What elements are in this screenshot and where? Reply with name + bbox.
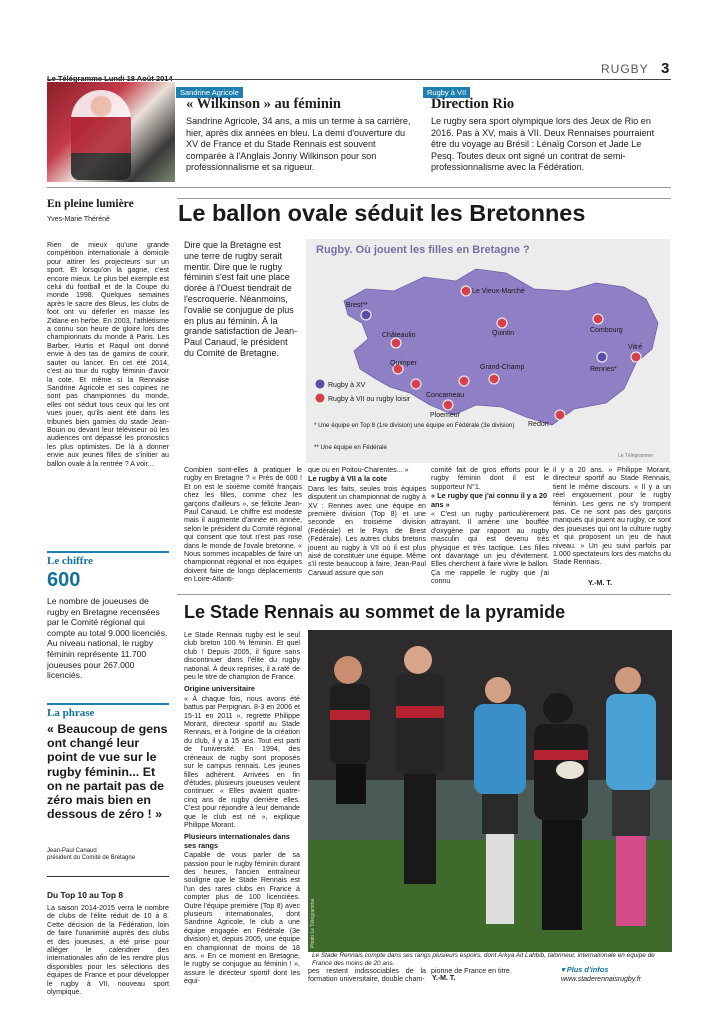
legend-vii: Rugby à VII ou rugby loisir: [328, 396, 411, 403]
stade-column-1: Le Stade Rennais rugby est le seul club breton 100 % féminin. Et quel club ! Depuis 2005, il figure sans discontinuer dans l'élite du rugby national. À deux reprises, il a raté de peu le titre de champion de France. Origine universitaire « À chaque fois, nous avons été battus par Perpignan. 8-3 en 2006 et 15-11 en 2011 », regrette Philippe Morant, directeur sportif au Stade Rennais, et à l'origine de la création du club, il y a 15 ans. Tout est parti de l'université. En 1994, des créneaux de rugby sont proposés sur le campus rennais. Les jeunes filles adhèrent. Arrivées en fin d'études, plusieurs joueuses veulent continuer. « Elles avaient quatre-cinq ans de rugby derrière elles. C'est pour répondre à leur demande que le club est né », explique Philippe Morant. Plusieurs internationales dans ses rangs Capable de vous parler de sa passion pour le rugby féminin durant des heures, l'ancien entraîneur souligne que le Stade Rennais est l'un des rares clubs en France à compter plus de 100 licenciées. Outre l'équipe première (Top 8) avec plusieurs internationales, dont Sandrine Agricole, le club a une équipe engagée en Fédérale (3e division) et, depuis 2005, une équipe en championnat de moins de 18 ans. « En ce moment en Bretagne, le rugby se conjugue au féminin ! », assure le directeur sportif dont les équi-: [184, 631, 300, 986]
city-quintin: Quintin: [492, 330, 515, 337]
main-column-4: il y a 20 ans. » Philippe Morant, directeur sportif au Stade Rennais, tient le même discours. « Il y a un réel engouement pour le rugby féminin. Les gens ne s'y trompent pas. Ce ne sont pas des garçons manqués qui jouent au rugby, ce sont des joueuses qui ont la culture rugby et qui proposent un jeu de haut niveau. » Un jeu suivi parfois par 1.000 spectateurs lors des matchs du Stade Rennais.: [553, 466, 671, 567]
main-column-3: comité fait de gros efforts pour le rugby féminin dont il est le supporteur N°1. « Le rugby que j'ai connu il y a 20 ans » « C'est un rugby particulièrement attrayant. Il amène une bouffée d'oxygène par rapport au rugby masculin qui est devenu très physique et très tactique. Les filles ont davantage un jeu d'évitement. Elles cherchent à faire vivre le ballon. Ça me rappelle le rugby que j'ai connu: [431, 466, 549, 586]
chiffre-rule: [47, 551, 169, 553]
subhead-20-ans: « Le rugby que j'ai connu il y a 20 ans »: [431, 491, 548, 509]
phrase-rule: [47, 703, 169, 705]
chiffre-number: 600: [47, 569, 81, 591]
top10-title: Du Top 10 au Top 8: [47, 890, 123, 900]
marker-le-vieux-marche: [461, 286, 471, 296]
stade-headline: Le Stade Rennais au sommet de la pyramide: [184, 602, 566, 622]
main-column-1: Combien sont-elles à pratiquer le rugby en Bretagne ? « Près de 600 ! Et on est le sixième comité français chez les filles, comme chez les garçons d'ailleurs », se félicite Jean-Paul Canaud. Le chiffre est modeste mais il augmente d'année en année, selon le président du Comité régional qui consent que tout n'est pas rose dans le monde de l'ovale bretonne. « Nous sommes incapables de faire un championnat régional et nos équipes doivent faire de longs déplacements en Loire-Atlanti-: [184, 466, 302, 584]
wilkinson-body: Sandrine Agricole, 34 ans, a mis un terme à sa carrière, hier, après dix années en bleu. La demi d'ouverture du XV de France et du Stade Rennais est souvent comparée à l'Anglais Jonny Wilkinson pour son professionnalisme et sa rigueur.: [186, 116, 411, 173]
stade-column-3: pionne de France en titre.: [431, 967, 512, 975]
rio-title: Direction Rio: [431, 96, 515, 112]
chiffre-text: Le nombre de joueuses de rugby en Bretagne recensées par le Comité régional qui compte au total 9.000 licenciés. Au niveau national, le rugby féminin représente 11.700 joueuses pour 267.000 licenciés.: [47, 596, 168, 681]
phrase-title: La phrase: [47, 707, 95, 719]
chiffre-title: Le chiffre: [47, 555, 93, 567]
marker-brest: [361, 310, 371, 320]
marker-redon: [555, 410, 565, 420]
map-note-1: * Une équipe en Top 8 (1re division) une équipe en Fédérale (3e division): [314, 422, 515, 429]
city-concarneau: Concarneau: [426, 392, 465, 399]
city-redon: Redon: [528, 421, 549, 428]
map-credit: Le Télégramme: [618, 453, 653, 459]
section-name: RUGBY: [601, 62, 649, 76]
kicker-left: Sandrine Agricole: [176, 82, 420, 93]
photo-credit: Photo Le Télégramme: [310, 898, 316, 948]
player-dark-3: [534, 693, 588, 930]
city-brest: Brest**: [346, 302, 368, 309]
stade-signature: Y.-M. T.: [432, 975, 456, 982]
marker-vitre: [631, 352, 641, 362]
agricole-photo: [47, 82, 175, 182]
main-column-2: que ou en Poitou-Charentes... » Le rugby à VII a la cote Dans les faits, seules trois équipes disputent un championnat de rugby à XV : Rennes avec une équipe en première division (Top 8) et une seconde en troisième division (Fédérale) et le Pays de Brest (Fédérale). Les autres clubs bretons jouent au rugby à VII où il est plus aisé de constituer une équipe. Même s'il reste beaucoup à faire, Jean-Paul Canaud assure que son: [308, 466, 426, 577]
stade-column-2: pes restent indissociables de la formation universitaire, double cham-: [308, 967, 426, 984]
legend-vii-swatch: [316, 394, 325, 403]
city-le-vieux-marche: Le Vieux-Marché: [472, 288, 525, 295]
marker-combourg: [593, 314, 603, 324]
marker-concarneau-2: [459, 376, 469, 386]
editorial-sidebar: [47, 198, 169, 468]
map-title: Rugby. Où jouent les filles en Bretagne ?: [316, 244, 530, 256]
subhead-internationales: Plusieurs internationales dans ses rangs: [184, 832, 290, 850]
main-headline: Le ballon ovale séduit les Bretonnes: [178, 200, 586, 226]
editorial-text: Rien de mieux qu'une grande compétition internationale à domicile pour attirer les projecteurs sur un sport. Et lorsqu'on la gagne, c'est encore mieux. Le plus bel exemple est celui du football et de la Coupe du monde 1998. Quelques semaines après le sacre des Bleus, les clubs de foot ont vu déferler en masse les Zidane en herbe. En 2003, l'athlétisme a connu son heure de gloire lors des championnats du monde à Paris. Les Barber, Hurtis et Raquil ont donné envie à des tas de gamins de courir, sauter ou lancer. En cet été 2014, c'est au tour du rugby féminin d'avoir la cote. Et même si la Rennaise Sandrine Agricole et ses copines ne sont pas championnes du monde, elles ont séduit tous ceux qui les ont vues jouer, qu'ils aient été dans les tribunes bien garnies du stade Jean-Bouin ou devant leur téléviseur où les audiences ont dépassé les pronostics les plus optimistes. De là à donner envie aux jeunes filles de s'initier au ballon ovale à la rentrée ? A voir...: [47, 241, 169, 468]
city-ploemeur: Ploemeur: [430, 412, 460, 419]
editorial-author: Yves-Marie Théréné: [47, 216, 110, 223]
legend-xv-swatch: [316, 380, 325, 389]
top10-text: La saison 2014-2015 verra le nombre de clubs de l'élite réduit de 10 à 8. Cette décision de la Fédération, loin de faire l'unanimité auprès des clubs et des joueuses, a été prise pour alléger le calendrier des internationales afin de les rendre plus disponibles pour les sélections des équipes de France et pour développer le rugby à VII, nouveau sport olympique.: [47, 904, 169, 997]
marker-grand-champ: [489, 374, 499, 384]
city-rennes: Rennes*: [590, 366, 617, 373]
wilkinson-title: « Wilkinson » au féminin: [186, 96, 341, 112]
city-vitre: Vitré: [628, 344, 643, 351]
main-rule: [177, 198, 671, 199]
header-rule: [47, 79, 671, 80]
photo-caption: Le Stade Rennais compte dans ses rangs plusieurs espoirs, dont Arkya Ait Lahbib, talonneur, internationale en équipe de France des moins de 20 ans.: [312, 952, 655, 967]
subhead-rugby-vii: Le rugby à VII a la cote: [308, 474, 388, 484]
page-number: 3: [661, 60, 670, 77]
marker-quintin: [497, 318, 507, 328]
marker-chateaulin: [391, 338, 401, 348]
top10-rule: [47, 876, 169, 877]
more-info-title: ▾ Plus d'infos: [561, 965, 609, 974]
more-info-link[interactable]: www.staderennaisrugby.fr: [561, 976, 642, 983]
band-rule: [47, 187, 671, 188]
subhead-origine: Origine universitaire: [184, 684, 255, 694]
stade-rule: [177, 594, 671, 595]
main-lead: Dire que la Bretagne est une terre de rugby serait mentir. Dire que le rugby féminin s'est fait une place dorée à l'Ouest tiendrait de l'escroquerie. Néanmoins, l'ovalie se conjugue de plus en plus au féminin. À la grande satisfaction de Jean-Paul Canaud, le président du Comité de Bretagne.: [184, 240, 298, 358]
marker-ploemeur: [443, 400, 453, 410]
city-combourg: Combourg: [590, 327, 623, 334]
editorial-title: En pleine lumière: [47, 198, 134, 210]
phrase-quote: « Beaucoup de gens ont changé leur point de vue sur le rugby féminin... Et on ne partait pas de zéro mais bien en dessous de zéro ! »: [47, 722, 168, 822]
marker-rennes: [597, 352, 607, 362]
stade-rennais-photo: [308, 630, 672, 952]
city-quimper: Quimper: [390, 360, 417, 367]
map-note-2: ** Une équipe en Fédérale: [314, 444, 387, 451]
legend-xv: Rugby à XV: [328, 382, 366, 389]
rio-body: Le rugby sera sport olympique lors des Jeux de Rio en 2016. Pas à XV, mais à VII. Deux Rennaises pourraient être du voyage au Brésil : Lénaïg Corson et Jade Le Pesq. Toutes deux ont signé un contrat de semi-professionnalisme avec la Fédération.: [431, 116, 655, 173]
brittany-map: [306, 239, 670, 463]
marker-concarneau: [411, 379, 421, 389]
kicker-right: Rugby à VII: [423, 82, 671, 93]
phrase-author: Jean-Paul Canaud président du Comité de Bretagne: [47, 848, 136, 862]
main-signature: Y.-M. T.: [588, 578, 612, 587]
city-grand-champ: Grand-Champ: [480, 364, 525, 371]
city-chateaulin: Châteaulin: [382, 332, 416, 339]
